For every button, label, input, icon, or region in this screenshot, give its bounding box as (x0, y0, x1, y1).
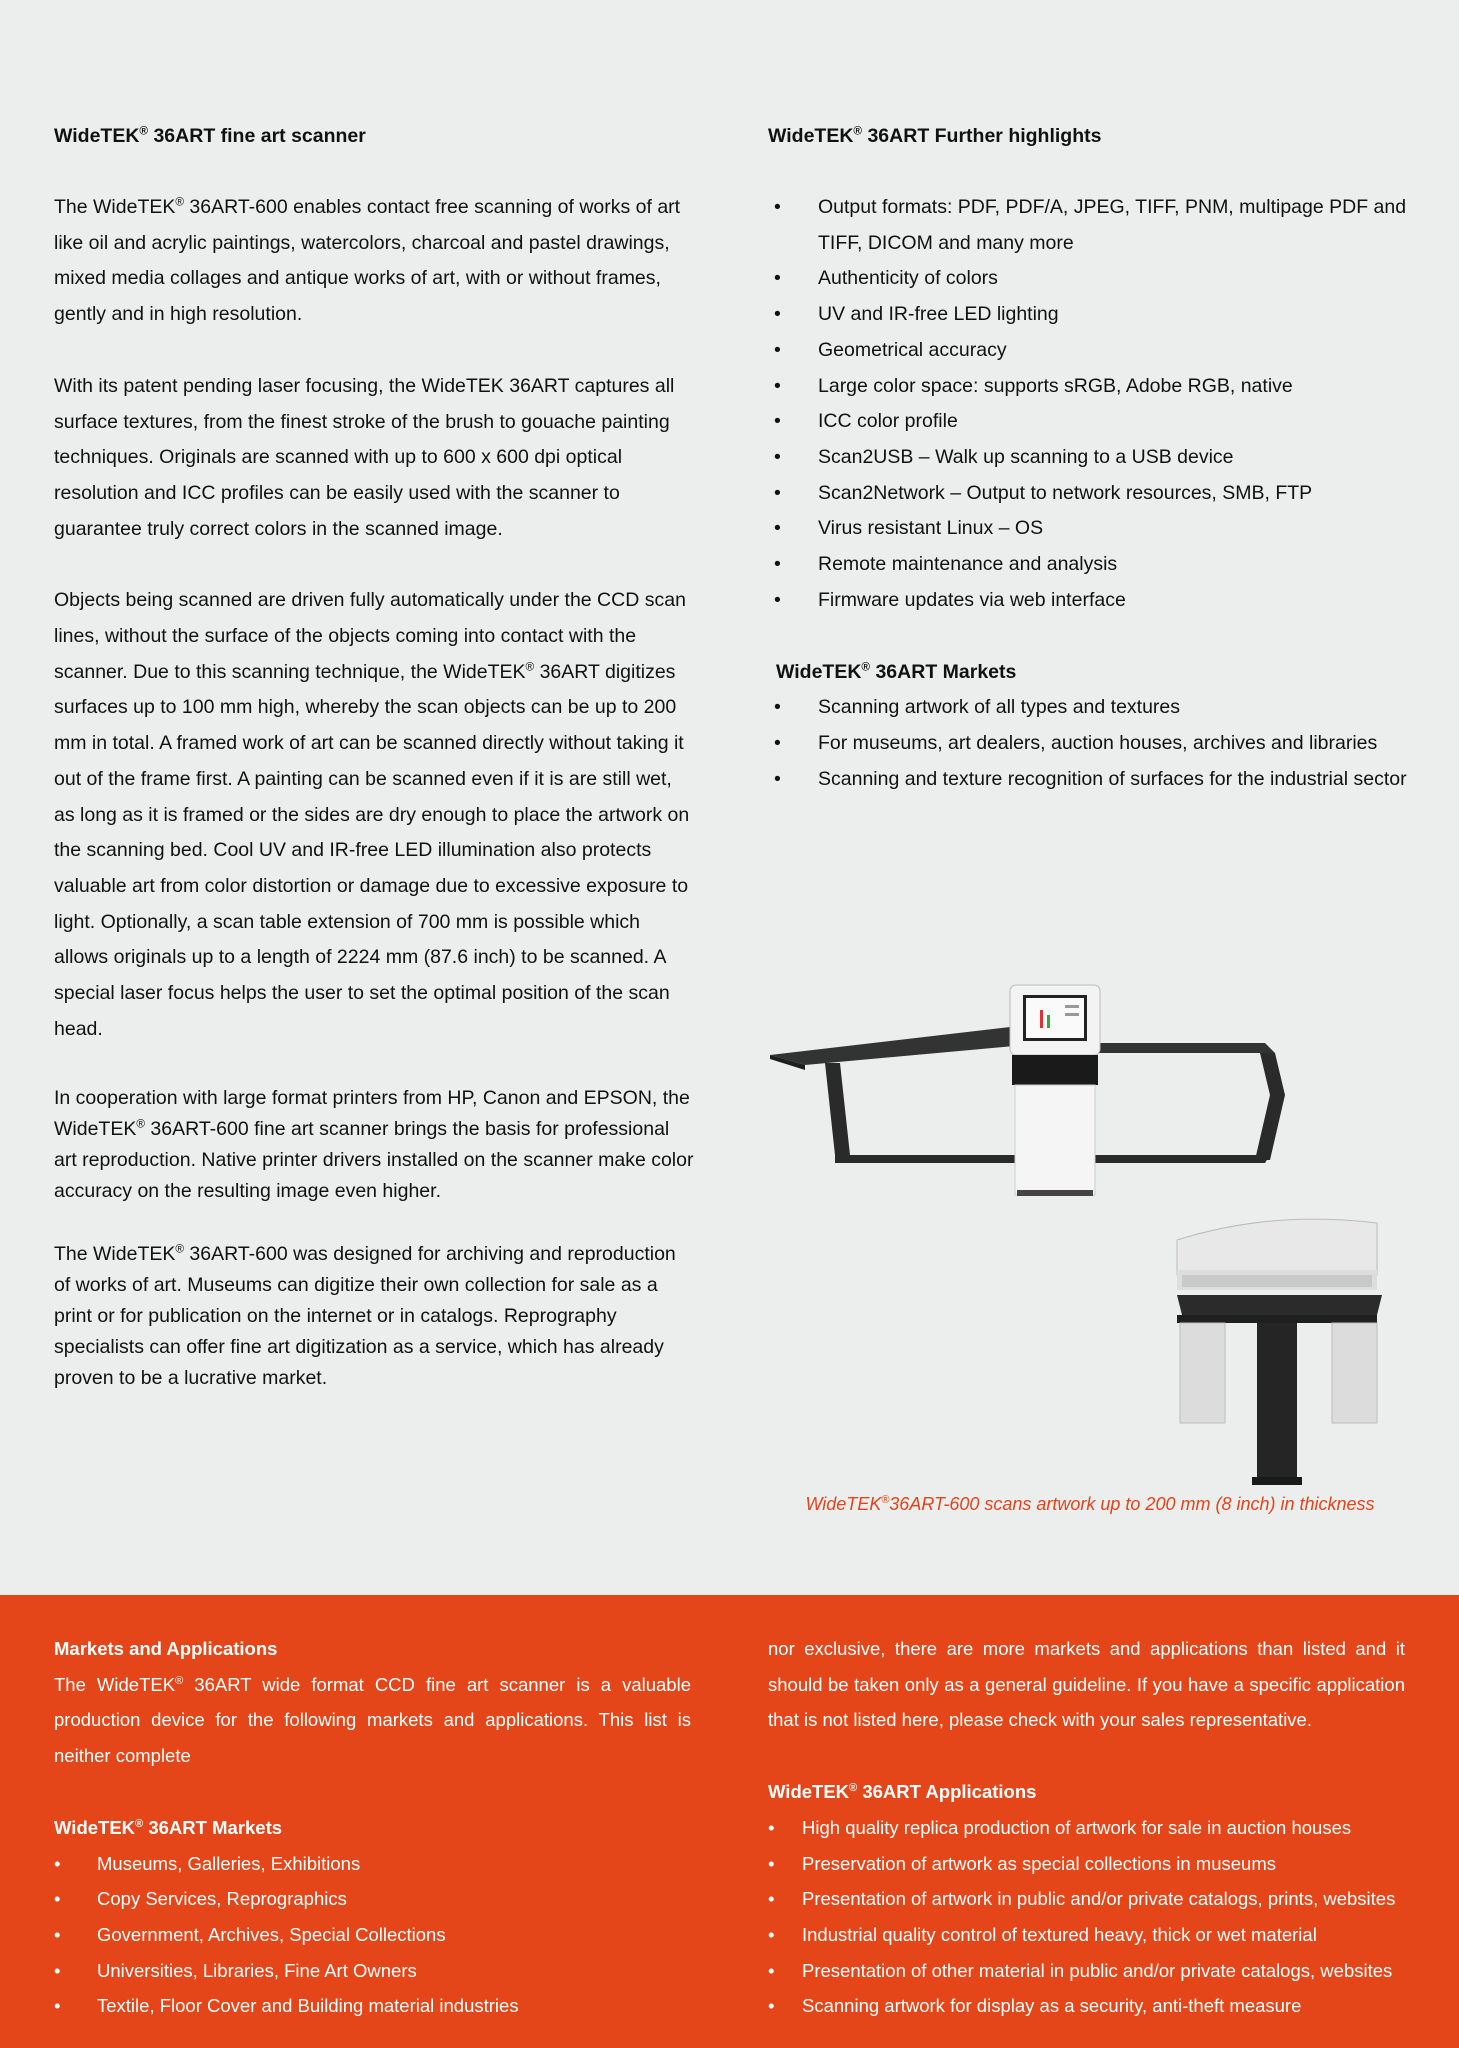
footer-markets-list (54, 1846, 691, 2025)
footer-market-item: • Textile, Floor Cover and Building material industries (54, 1988, 691, 2024)
left-heading: WideTEK® 36ART fine art scanner (54, 124, 366, 147)
highlight-item: • Large color space: supports sRGB, Adobe RGB, native (768, 369, 1408, 405)
markets-list (768, 690, 1408, 797)
footer-market-item: • Government, Archives, Special Collections (54, 1917, 691, 1953)
highlight-item: • ICC color profile (768, 404, 1408, 440)
scanner-wide-table-image (765, 975, 1305, 1205)
highlight-item: • Authenticity of colors (768, 261, 1408, 297)
footer-band (0, 1595, 1459, 2048)
highlight-item: • Geometrical accuracy (768, 333, 1408, 369)
left-paragraphs-tight (54, 1083, 694, 1394)
market-item: • Scanning and texture recognition of surfaces for the industrial sector (768, 762, 1408, 798)
footer-application-item: • Scanning artwork for display as a security, anti-theft measure (768, 1988, 1405, 2024)
footer-application-item: • Industrial quality control of textured heavy, thick or wet material (768, 1917, 1405, 1953)
footer-intro: The WideTEK® 36ART wide format CCD fine art scanner is a valuable production device for the following markets and applications. This list is neither complete (54, 1673, 691, 1767)
highlight-item: • UV and IR-free LED lighting (768, 297, 1408, 333)
market-item: • For museums, art dealers, auction houses, archives and libraries (768, 726, 1408, 762)
body-paragraph: Objects being scanned are driven fully automatically under the CCD scan lines, without the surface of the objects coming into contact with the scanner. Due to this scanning technique, the WideTEK® 36ART digitizes surfaces up to 100 mm high, whereby the scan objects can be up to 200 mm in total. A framed work of art can be scanned directly without taking it out of the frame first. A painting can be scanned even if it is are still wet, as long as it is framed or the sides are dry enough to place the artwork on the scanning bed. Cool UV and IR-free LED illumination also protects valuable art from color distortion or damage due to excessive exposure to light. Optionally, a scan table extension of 700 mm is possible which allows originals up to a length of 2224 mm (87.6 inch) to be scanned. A special laser focus helps the user to set the optimal position of the scan head. (54, 589, 690, 1040)
footer-left-column (54, 1631, 691, 2024)
footer-continuation: nor exclusive, there are more markets and applications than listed and it should be taken only as a general guideline. If you have a specific application that is not listed here, please check with your sales representative. (768, 1638, 1405, 1731)
footer-application-item: • High quality replica production of artwork for sale in auction houses (768, 1810, 1405, 1846)
highlight-item: • Scan2Network – Output to network resources, SMB, FTP (768, 476, 1408, 512)
footer-right-column (768, 1631, 1405, 2024)
body-paragraph: The WideTEK® 36ART-600 enables contact free scanning of works of art like oil and acrylic paintings, watercolors, charcoal and pastel drawings, mixed media collages and antique works of art, with or without frames, gently and in high resolution. (54, 195, 681, 326)
footer-applications-heading: WideTEK® 36ART Applications (768, 1781, 1037, 1803)
footer-market-item: • Universities, Libraries, Fine Art Owners (54, 1953, 691, 1989)
footer-application-item: • Presentation of artwork in public and/or private catalogs, prints, websites (768, 1881, 1405, 1917)
left-paragraphs (54, 190, 694, 1047)
markets-heading: WideTEK® 36ART Markets (776, 660, 1017, 684)
footer-application-item: • Preservation of artwork as special collections in museums (768, 1846, 1405, 1882)
right-heading: WideTEK® 36ART Further highlights (768, 124, 1102, 147)
body-paragraph: With its patent pending laser focusing, the WideTEK 36ART captures all surface textures, from the finest stroke of the brush to gouache painting techniques. Originals are scanned with up to 600 x 600 dpi optical resolution and ICC profiles can be easily used with the scanner to guarantee truly correct colors in the scanned image. (54, 374, 675, 540)
highlight-item: • Virus resistant Linux – OS (768, 511, 1408, 547)
footer-applications-list (768, 1810, 1405, 2024)
body-paragraph: The WideTEK® 36ART-600 was designed for archiving and reproduction of works of art. Museums can digitize their own collection for sale as a print or for publication on the internet or in catalogs. Reprography specialists can offer fine art digitization as a service, which has already proven to be a lucrative market. (54, 1242, 676, 1390)
market-item: • Scanning artwork of all types and textures (768, 690, 1408, 726)
right-column (768, 118, 1408, 798)
highlight-item: • Scan2USB – Walk up scanning to a USB device (768, 440, 1408, 476)
image-caption: WideTEK®36ART-600 scans artwork up to 200 mm (8 inch) in thickness (805, 1494, 1375, 1514)
body-paragraph: In cooperation with large format printers from HP, Canon and EPSON, the WideTEK® 36ART-600 fine art scanner brings the basis for professional art reproduction. Native printer drivers installed on the scanner make color accuracy on the resulting image even higher. (54, 1087, 694, 1203)
footer-application-item: • Presentation of other material in public and/or private catalogs, websites (768, 1953, 1405, 1989)
footer-market-item: • Museums, Galleries, Exhibitions (54, 1846, 691, 1882)
highlight-item: • Output formats: PDF, PDF/A, JPEG, TIFF, PNM, multipage PDF and TIFF, DICOM and many more (768, 190, 1408, 261)
scanner-side-view-image (1172, 1215, 1387, 1490)
highlights-list (768, 190, 1408, 618)
left-column (54, 118, 694, 1426)
highlight-item: • Remote maintenance and analysis (768, 547, 1408, 583)
footer-markets-heading: WideTEK® 36ART Markets (54, 1816, 283, 1838)
markets-applications-heading: Markets and Applications (54, 1638, 278, 1659)
footer-market-item: • Copy Services, Reprographics (54, 1881, 691, 1917)
highlight-item: • Firmware updates via web interface (768, 583, 1408, 619)
